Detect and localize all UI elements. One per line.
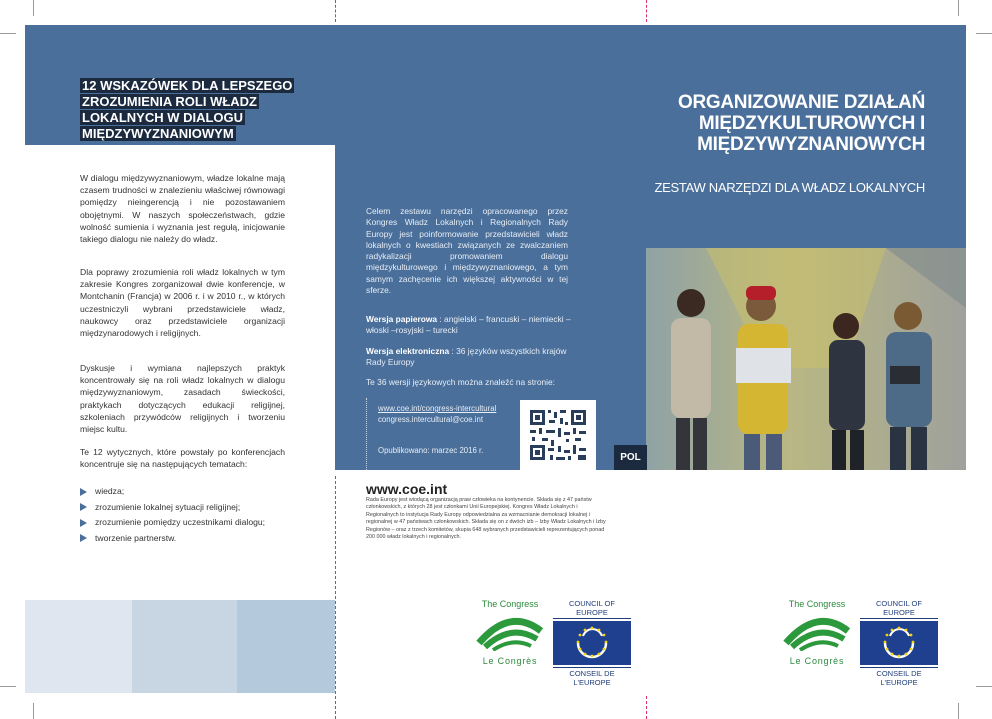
- coe-name-fr: CONSEIL DE L'EUROPE: [860, 667, 938, 687]
- crop-mark: [0, 686, 16, 687]
- publication-date: Opublikowano: marzec 2016 r.: [378, 446, 484, 455]
- languages-note: Te 36 wersji językowych można znaleźć na stronie:: [366, 377, 555, 387]
- coe-logo: [860, 599, 938, 687]
- bullet-arrow-icon: [80, 488, 87, 496]
- color-swatch: [25, 600, 132, 693]
- fold-mark: [646, 696, 648, 719]
- coe-name-en: COUNCIL OF EUROPE: [860, 599, 938, 619]
- crop-mark: [33, 0, 34, 16]
- eu-flag-icon: [860, 621, 938, 665]
- color-swatch: [132, 600, 237, 693]
- bullet-arrow-icon: [80, 519, 87, 527]
- qr-code: [520, 400, 596, 470]
- cover-title: ORGANIZOWANIE DZIAŁAŃ MIĘDZYKULTUROWYCH I MIĘDZYWYZNANIOWYCH: [677, 92, 925, 155]
- website-link[interactable]: www.coe.int/congress-intercultural: [378, 404, 497, 413]
- crop-mark: [958, 0, 959, 16]
- cover-photo: [646, 248, 966, 470]
- list-item: tworzenie partnerstw.: [80, 531, 310, 547]
- topic-list: [80, 484, 310, 546]
- coe-logo: [553, 599, 631, 687]
- fold-mark: [335, 0, 337, 22]
- paper-version: Wersja papierowa : angielski – francuski – niemiecki – włoski –rosyjski – turecki: [366, 314, 571, 336]
- paragraph-4: Te 12 wytycznych, które powstały po konferencjach koncentruje się na następujących tematach:: [80, 447, 285, 470]
- coe-name-fr: CONSEIL DE L'EUROPE: [553, 667, 631, 687]
- eu-flag-icon: [553, 621, 631, 665]
- language-badge: POL: [614, 445, 647, 470]
- crop-mark: [958, 703, 959, 719]
- cover-subtitle: ZESTAW NARZĘDZI DLA WŁADZ LOKALNYCH: [654, 180, 925, 195]
- crop-mark: [0, 33, 16, 34]
- fold-mark: [646, 0, 648, 22]
- congress-arcs-icon: [782, 609, 852, 651]
- electronic-version: Wersja elektroniczna : 36 języków wszystkich krajów Rady Europy: [366, 346, 567, 368]
- bullet-arrow-icon: [80, 503, 87, 511]
- paragraph-3: Dyskusje i wymiana najlepszych praktyk koncentrowały się na roli władz lokalnych w dialogu międzywyznaniowym, zasadach świeckości, praktykach dotyczących edukacji religijnej, szkoleniach przywódców religijnych i tworzeniu miejsc kultu.: [80, 363, 285, 435]
- congress-name-fr: Le Congrès: [482, 656, 538, 666]
- crop-mark: [33, 703, 34, 719]
- divider: [366, 398, 368, 470]
- congress-logo: [475, 599, 545, 666]
- crop-mark: [976, 686, 992, 687]
- paragraph-2: Dla poprawy zrozumienia roli władz lokalnych w tym zakresie Kongres zorganizował dwie konferencje, w Montchanin (Francja) w 2006 r. i w 2010 r., w których uczestniczyli wybrani przedstawiciele władz, naukowcy oraz przedstawiciele organizacji międzynarodowych i religijnych.: [80, 267, 285, 339]
- paragraph-1: W dialogu międzywyznaniowym, władze lokalne mają czasem trudności w znalezieniu właściwej równowagi pomiędzy nieingerencją i nie pozostawaniem obojętnymi. W naszych społeczeństwach, gdzie wolność sumienia i wyznania jest regułą, inicjowanie takiego dialogu nie należy do władz.: [80, 173, 285, 245]
- fold-mark: [335, 476, 337, 719]
- email-link[interactable]: congress.intercultural@coe.int: [378, 415, 483, 424]
- congress-logo: [782, 599, 852, 666]
- bullet-arrow-icon: [80, 534, 87, 542]
- coe-name-en: COUNCIL OF EUROPE: [553, 599, 631, 619]
- congress-name-fr: Le Congrès: [789, 656, 845, 666]
- congress-name-en: The Congress: [788, 599, 846, 609]
- congress-arcs-icon: [475, 609, 545, 651]
- coe-website[interactable]: www.coe.int: [366, 481, 448, 497]
- list-item: wiedza;: [80, 484, 310, 500]
- left-panel-heading: 12 WSKAZÓWEK DLA LEPSZEGO ZROZUMIENIA ROLI WŁADZ LOKALNYCH W DIALOGU MIĘDZYWYZNANIOWYM: [82, 78, 293, 141]
- congress-name-en: The Congress: [481, 599, 539, 609]
- list-item: zrozumienie lokalnej sytuacji religijnej;: [80, 500, 310, 516]
- qr-code-icon: [520, 400, 596, 470]
- color-swatch: [237, 600, 335, 693]
- intro-text: Celem zestawu narzędzi opracowanego przez Kongres Władz Lokalnych i Regionalnych Rady Europy jest poinformowanie przedstawicieli władz lokalnych o kwestiach związanych ze zwalczaniem radykalizacji promowaniem dialogu międzykulturowego i międzywyznaniowego, a tym samym zachęcenie ich większej aktywności w tej sferze.: [366, 206, 568, 296]
- list-item: zrozumienie pomiędzy uczestnikami dialogu;: [80, 515, 310, 531]
- crop-mark: [976, 33, 992, 34]
- about-text: Rada Europy jest wiodącą organizacją praw człowieka na kontynencie. Składa się z 47 państw członkowskich, z których 28 jest członkami Unii Europejskiej. Kongres Władz Lokalnych i Regionalnych to instytucja Rady Europy odpowiedzialna za wzmacnianie demokracji lokalnej i regionalnej w 47 państwach członkowskich. Składa się on z dwóch izb – Izby Władz Lokalnych i Izby Regionów – oraz z trzech komitetów, skupia 648 wybranych przedstawicieli reprezentujących ponad 200 000 władz lokalnych i regionalnych.: [366, 497, 606, 541]
